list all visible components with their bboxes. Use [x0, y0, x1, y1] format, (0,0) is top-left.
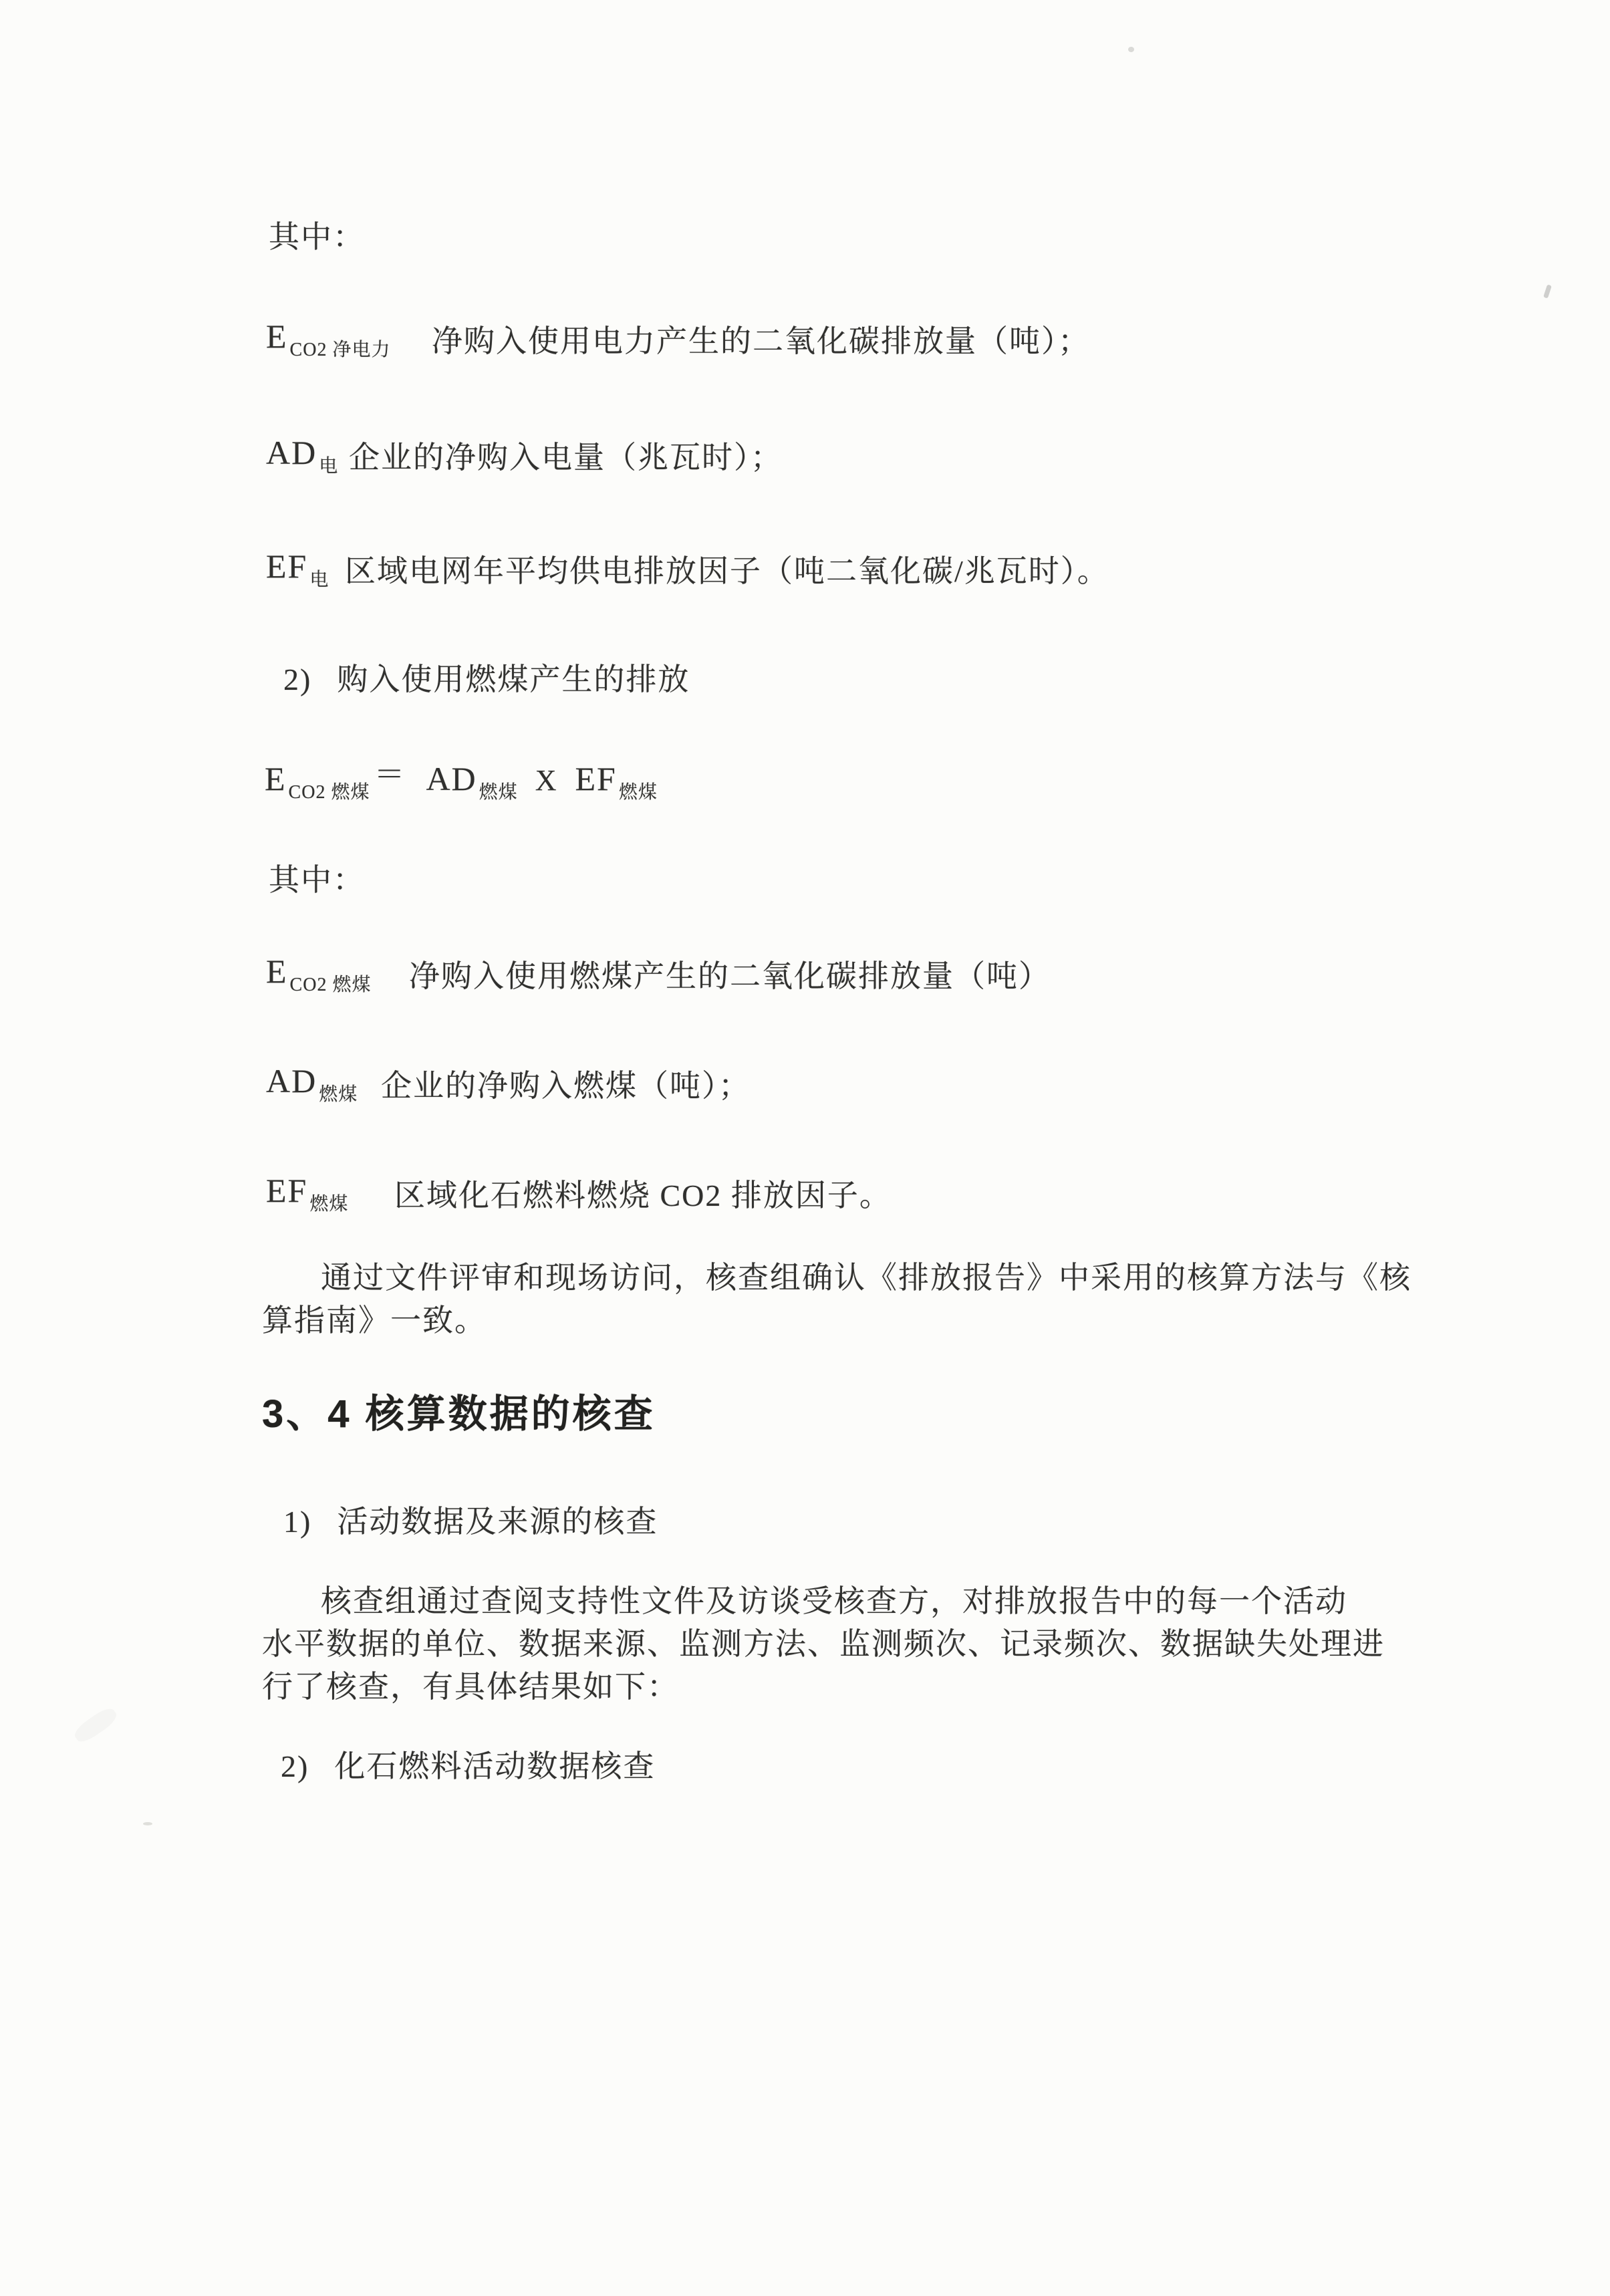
- paragraph-line: 行了核查，有具体结果如下：: [262, 1670, 679, 1704]
- term-base: E: [266, 952, 288, 990]
- list-item-activity-data: [283, 1497, 658, 1541]
- formula-ad-base: AD: [426, 760, 477, 797]
- formula-ef-base: EF: [575, 760, 617, 797]
- definition-row-e-coal: [266, 952, 1051, 997]
- term-base: AD: [266, 434, 317, 471]
- paragraph-line: 算指南》一致。: [262, 1303, 487, 1337]
- list-item-label: 化石燃料活动数据核查: [334, 1749, 656, 1783]
- definition-row-ef-electric: [266, 547, 1109, 592]
- term-subscript: CO2 燃煤: [289, 975, 372, 995]
- term-subscript: 燃煤: [309, 1194, 349, 1215]
- term-description: 净购入使用电力产生的二氧化碳排放量（吨）；: [432, 324, 1090, 358]
- where-label-2: 其中：: [269, 863, 365, 897]
- scan-speck: [143, 1822, 152, 1825]
- formula-ad-subscript: 燃煤: [479, 782, 518, 803]
- term-description: 区域化石燃料燃烧 CO2 排放因子。: [394, 1178, 892, 1213]
- paragraph-line: 水平数据的单位、数据来源、监测方法、监测频次、记录频次、数据缺失处理进: [262, 1627, 1385, 1661]
- list-item-number: 2): [283, 662, 312, 696]
- paragraph-method-confirmation: [262, 1257, 1412, 1342]
- definition-row-ef-coal: [266, 1171, 892, 1216]
- list-item-fossil-fuel: [281, 1742, 655, 1786]
- definition-row-e-electric: [266, 317, 1090, 362]
- term-e-electric: [266, 317, 432, 362]
- section-heading-3-4: 3、4 核算数据的核查: [262, 1392, 656, 1436]
- term-description: 企业的净购入燃煤（吨）；: [381, 1069, 751, 1103]
- list-item-number: 1): [283, 1505, 312, 1539]
- scan-speck: [1128, 47, 1134, 52]
- term-ad-electric: [266, 433, 349, 478]
- definition-row-ad-electric: [266, 433, 783, 478]
- formula-e-subscript: CO2 燃煤: [288, 782, 370, 803]
- paragraph-line: 通过文件评审和现场访问，核查组确认《排放报告》中采用的核算方法与《核: [321, 1261, 1412, 1295]
- term-subscript: 电: [309, 569, 329, 590]
- equals-sign: ＝: [374, 757, 406, 791]
- term-base: EF: [266, 547, 308, 585]
- scan-speck: [72, 1704, 120, 1745]
- term-base: EF: [266, 1172, 308, 1209]
- list-item-label: 活动数据及来源的核查: [337, 1505, 658, 1539]
- formula-ef-subscript: 燃煤: [618, 782, 658, 803]
- where-label-1: 其中：: [269, 220, 365, 254]
- list-item-coal-emission: [283, 655, 690, 699]
- term-ef-electric: [266, 547, 345, 592]
- term-base: E: [266, 317, 288, 355]
- scan-speck: [1543, 284, 1552, 298]
- term-subscript: 电: [319, 456, 339, 477]
- term-subscript: 燃煤: [319, 1084, 358, 1105]
- term-subscript: CO2 净电力: [289, 340, 391, 360]
- term-e-coal: [266, 952, 409, 997]
- multiplication-sign: X: [535, 764, 558, 797]
- paragraph-activity-verification: [262, 1580, 1385, 1708]
- list-item-label: 购入使用燃煤产生的排放: [337, 662, 690, 696]
- paragraph-line: 核查组通过查阅支持性文件及访谈受核查方，对排放报告中的每一个活动: [321, 1584, 1347, 1618]
- list-item-number: 2): [281, 1749, 309, 1783]
- definition-row-ad-coal: [266, 1061, 751, 1106]
- term-description: 净购入使用燃煤产生的二氧化碳排放量（吨）: [409, 959, 1051, 993]
- term-ef-coal: [266, 1171, 394, 1216]
- emission-formula: [265, 755, 658, 804]
- term-ad-coal: [266, 1061, 381, 1106]
- term-description: 企业的净购入电量（兆瓦时）；: [349, 440, 783, 475]
- term-description: 区域电网年平均供电排放因子（吨二氧化碳/兆瓦时）。: [345, 554, 1109, 588]
- term-base: AD: [266, 1062, 317, 1100]
- formula-e-base: E: [265, 760, 287, 797]
